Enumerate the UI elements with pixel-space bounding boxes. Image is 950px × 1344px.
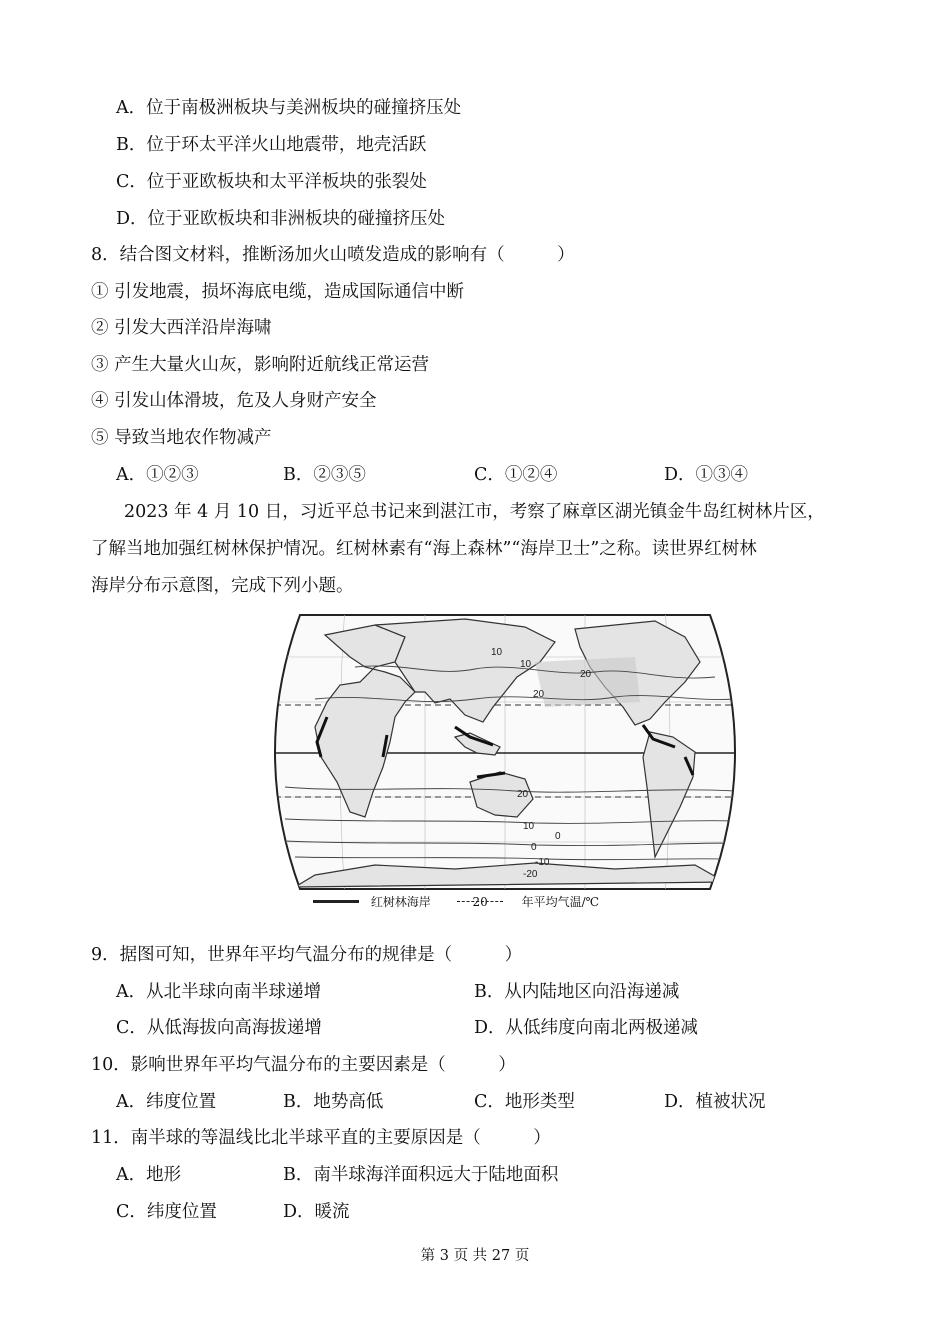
map-label-m10-south: -10 <box>535 857 550 868</box>
map-label-m20-south: -20 <box>523 869 538 880</box>
q9-option-c: C．从低海拔向高海拔递增 <box>116 1018 322 1038</box>
map-label-20-pacific: 20 <box>580 669 592 680</box>
q8-option-b: B．②③⑤ <box>283 465 366 485</box>
q8-stem: 8．结合图文材料，推断汤加火山喷发造成的影响有（ ） <box>91 245 575 265</box>
map-svg <box>255 607 755 897</box>
legend-coast-sample <box>313 900 359 903</box>
mangrove-world-map <box>255 607 755 917</box>
q11-option-b: B．南半球海洋面积远大于陆地面积 <box>283 1165 559 1185</box>
legend-isotherm-sample <box>457 901 503 902</box>
legend-isotherm-label: 年平均气温/℃ <box>521 895 600 909</box>
map-label-10-south: 10 <box>523 821 535 832</box>
q8-item-3: ③ 产生大量火山灰，影响附近航线正常运营 <box>91 355 430 375</box>
q8-option-c: C．①②④ <box>474 465 558 485</box>
q11-option-a: A．地形 <box>116 1165 182 1185</box>
q9-stem: 9．据图可知，世界年平均气温分布的规律是（ ） <box>91 945 523 965</box>
q10-option-c: C．地形类型 <box>474 1092 575 1112</box>
q11-stem: 11．南半球的等温线比北半球平直的主要原因是（ ） <box>91 1128 551 1148</box>
passage-line-2: 了解当地加强红树林保护情况。红树林素有“海上森林”“海岸卫士”之称。读世界红树林 <box>91 539 757 559</box>
q8-option-a: A．①②③ <box>116 465 199 485</box>
map-label-10-north: 10 <box>520 659 532 670</box>
q11-option-c: C．纬度位置 <box>116 1202 217 1222</box>
map-label-20-north: 20 <box>533 689 545 700</box>
q8-item-5: ⑤ 导致当地农作物减产 <box>91 428 272 448</box>
map-label-0-south-2: 0 <box>555 831 561 842</box>
q7-option-d: D．位于亚欧板块和非洲板块的碰撞挤压处 <box>116 209 446 229</box>
q8-item-2: ② 引发大西洋沿岸海啸 <box>91 318 272 338</box>
q9-option-b: B．从内陆地区向沿海递减 <box>474 982 680 1002</box>
passage-line-3: 海岸分布示意图，完成下列小题。 <box>91 576 354 596</box>
map-legend <box>313 893 599 910</box>
q9-option-d: D．从低纬度向南北两极递减 <box>474 1018 699 1038</box>
map-label-10-asia: 10 <box>491 647 503 658</box>
q8-item-1: ① 引发地震，损坏海底电缆，造成国际通信中断 <box>91 282 465 302</box>
q8-option-d: D．①③④ <box>664 465 749 485</box>
q7-option-a: A．位于南极洲板块与美洲板块的碰撞挤压处 <box>116 98 462 118</box>
q9-option-a: A．从北半球向南半球递增 <box>116 982 322 1002</box>
q10-option-a: A．纬度位置 <box>116 1092 217 1112</box>
legend-isotherm-value: 20 <box>472 894 488 909</box>
map-label-0-south: 0 <box>531 842 537 853</box>
page-footer: 第 3 页 共 27 页 <box>420 1248 530 1264</box>
q11-option-d: D．暖流 <box>283 1202 350 1222</box>
passage-line-1: 2023 年 4 月 10 日，习近平总书记来到湛江市，考察了麻章区湖光镇金牛岛红树林片区， <box>124 502 825 522</box>
map-label-20-south: 20 <box>517 789 529 800</box>
q10-option-b: B．地势高低 <box>283 1092 384 1112</box>
q7-option-b: B．位于环太平洋火山地震带，地壳活跃 <box>116 135 427 155</box>
q8-item-4: ④ 引发山体滑坡，危及人身财产安全 <box>91 391 377 411</box>
q7-option-c: C．位于亚欧板块和太平洋板块的张裂处 <box>116 172 427 192</box>
legend-coast-label: 红树林海岸 <box>370 895 431 909</box>
q10-option-d: D．植被状况 <box>664 1092 766 1112</box>
q10-stem: 10．影响世界年平均气温分布的主要因素是（ ） <box>91 1055 516 1075</box>
